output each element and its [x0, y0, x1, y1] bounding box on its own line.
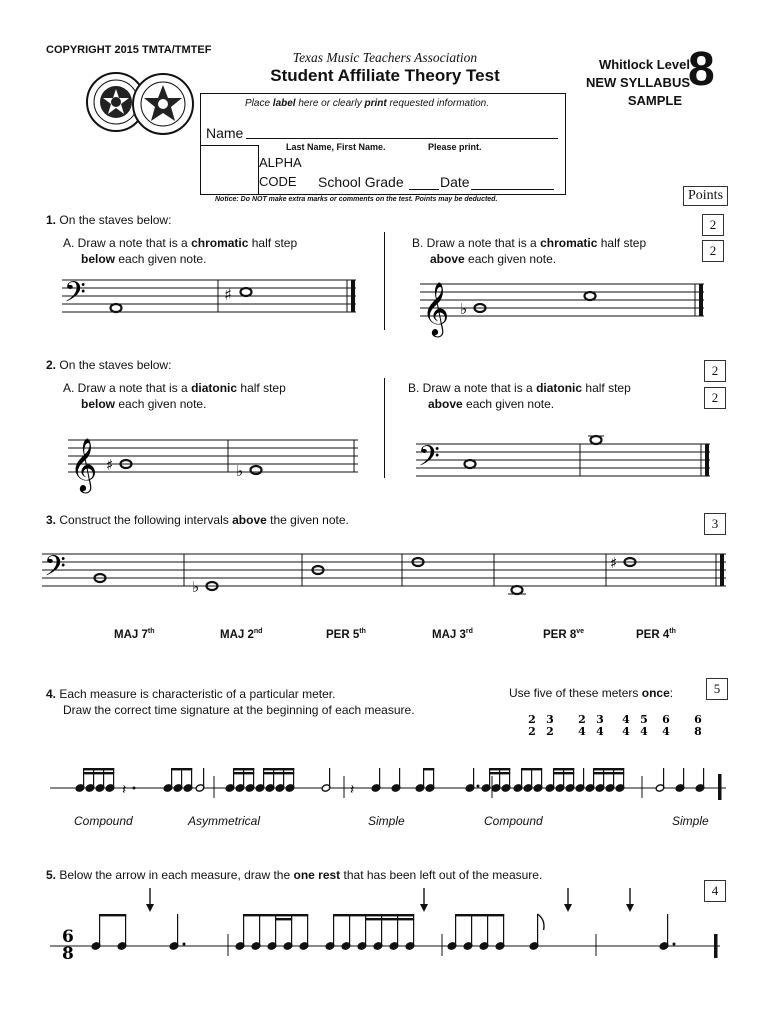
beam — [553, 768, 574, 770]
meter-bottom: 4 — [640, 725, 648, 738]
meter-type-label: Simple — [368, 814, 405, 828]
meter-type-label: Asymmetrical — [188, 814, 261, 828]
dot — [477, 785, 480, 788]
beam — [233, 772, 254, 774]
time-sig-bottom: 8 — [62, 944, 74, 964]
q4-rhythm-line[interactable] — [50, 758, 730, 808]
q5-prompt: 5. Below the arrow in each measure, draw the one rest that has been left out of the measure. — [46, 868, 543, 882]
beam — [553, 772, 574, 774]
meter-option — [596, 713, 604, 738]
interval-label: PER 5th — [326, 628, 366, 641]
bass-clef-icon: 𝄢 — [418, 440, 440, 480]
points-header: Points — [683, 186, 728, 206]
given-note — [465, 460, 476, 468]
eighth-flag — [538, 914, 544, 930]
level-number: 8 — [688, 43, 715, 96]
q2b-staff[interactable] — [414, 428, 714, 488]
interval-label: MAJ 7th — [114, 628, 155, 641]
q3-prompt: 3. Construct the following intervals above the given note. — [46, 513, 349, 527]
organization-name: Texas Music Teachers Association — [292, 50, 478, 65]
beam — [489, 772, 510, 774]
beam — [83, 772, 114, 774]
q5-rhythm-line[interactable] — [50, 884, 730, 970]
name-field-line[interactable] — [246, 138, 558, 139]
q2-prompt: 2. On the staves below: — [46, 358, 172, 372]
q2a-staff[interactable] — [66, 424, 366, 496]
quarter-rest-icon: 𝄽 — [350, 782, 355, 798]
q2a-points: 2 — [704, 360, 726, 382]
quarter-rest-icon: 𝄽 — [122, 782, 127, 798]
q4-prompt: 4. Each measure is characteristic of a particular meter. Draw the correct time signature at the beginning of each measure. — [46, 687, 415, 717]
copyright-notice: COPYRIGHT 2015 TMTA/TMTEF — [46, 44, 212, 56]
q1a-staff[interactable] — [60, 270, 360, 330]
q2b-points: 2 — [704, 387, 726, 409]
beam — [455, 914, 504, 916]
q2a-instruction: A. Draw a note that is a diatonic half step below each given note. — [63, 381, 286, 411]
beam — [365, 918, 414, 920]
meter-bottom: 8 — [694, 725, 702, 738]
given-note — [251, 466, 262, 474]
beam — [275, 918, 292, 920]
beam — [263, 768, 294, 770]
meter-option — [662, 713, 670, 738]
down-arrow-icon — [420, 888, 428, 912]
notice-text: Notice: Do NOT make extra marks or comments on the test. Points may be deducted. — [215, 196, 498, 203]
q1b-instruction: B. Draw a note that is a chromatic half step above each given note. — [412, 236, 647, 266]
label-instruction: Place label here or clearly print requested information. — [245, 98, 490, 109]
meter-option — [694, 713, 702, 738]
meter-top: 2 — [528, 713, 536, 726]
meter-bottom: 4 — [596, 725, 604, 738]
flat-icon: ♭ — [236, 462, 244, 480]
meter-type-label: Simple — [672, 814, 709, 828]
given-note — [241, 288, 252, 296]
meter-top: 5 — [640, 713, 648, 726]
meter-bottom: 2 — [528, 725, 536, 738]
down-arrow-icon — [564, 888, 572, 912]
alpha-code-box[interactable] — [200, 145, 259, 194]
flat-icon: ♭ — [192, 578, 200, 596]
q4-points: 5 — [706, 678, 728, 700]
q4-meter-instruction: Use five of these meters once: — [509, 686, 674, 700]
beam — [333, 914, 414, 916]
sharp-icon: ♯ — [610, 554, 618, 572]
beam — [489, 768, 510, 770]
q3-points: 3 — [704, 513, 726, 535]
level-block — [560, 56, 690, 110]
meter-top: 4 — [622, 713, 630, 726]
beam — [521, 768, 542, 770]
meter-options — [520, 710, 720, 742]
q2b-instruction: B. Draw a note that is a diatonic half step above each given note. — [408, 381, 631, 411]
interval-label: PER $8^{ve}$ — [543, 628, 585, 641]
down-arrow-icon — [146, 888, 154, 912]
beam — [233, 768, 254, 770]
given-note — [512, 586, 523, 594]
interval-label: MAJ 2nd — [220, 628, 263, 641]
meter-option — [578, 713, 586, 738]
meter-top: 2 — [578, 713, 586, 726]
meter-bottom: 4 — [578, 725, 586, 738]
meter-top: 3 — [546, 713, 554, 726]
q2-divider — [384, 378, 385, 478]
meter-top: 6 — [662, 713, 670, 726]
beam — [99, 914, 126, 916]
sample-line: SAMPLE — [627, 93, 682, 108]
bass-clef-icon: 𝄢 — [44, 550, 66, 590]
final-barline — [720, 554, 724, 586]
alpha-label: ALPHA — [259, 155, 302, 170]
dot — [673, 943, 676, 946]
q1a-instruction: A. Draw a note that is a chromatic half step below each given note. — [63, 236, 298, 266]
meter-top: 3 — [596, 713, 604, 726]
dot — [133, 787, 136, 790]
down-arrow-icon — [626, 888, 634, 912]
meter-type-label: Compound — [74, 814, 133, 828]
meter-type-label: Compound — [484, 814, 543, 828]
beam — [171, 768, 192, 770]
final-barline — [714, 934, 718, 958]
q1b-staff[interactable] — [418, 268, 708, 340]
meter-option — [640, 713, 648, 738]
meter-option — [622, 713, 630, 738]
school-grade-field[interactable] — [409, 189, 439, 190]
q1-divider — [384, 232, 385, 330]
beam — [243, 914, 308, 916]
q5-points: 4 — [704, 880, 726, 902]
sharp-icon: ♯ — [224, 285, 232, 304]
final-barline — [351, 280, 355, 312]
meter-option — [546, 713, 554, 738]
meter-bottom: 4 — [662, 725, 670, 738]
beam — [263, 772, 294, 774]
name-hint: Last Name, First Name. — [286, 142, 386, 152]
q1a-points: 2 — [702, 214, 724, 236]
beam — [593, 768, 624, 770]
meter-bottom: 4 — [622, 725, 630, 738]
meter-bottom: 2 — [546, 725, 554, 738]
q3-staff[interactable] — [40, 540, 730, 610]
sharp-icon: ♯ — [106, 456, 114, 474]
name-field-label: Name — [206, 125, 244, 141]
test-title: Student Affiliate Theory Test — [270, 66, 500, 85]
tmtef-seal-logo — [133, 74, 193, 134]
q1b-points: 2 — [702, 240, 724, 262]
bass-clef-icon: 𝄢 — [64, 276, 86, 316]
association-seals — [80, 68, 200, 140]
meter-option — [528, 713, 536, 738]
interval-label: MAJ 3rd — [432, 628, 473, 641]
final-barline — [705, 444, 709, 476]
date-label: Date — [440, 174, 470, 190]
date-field[interactable] — [471, 189, 554, 190]
school-grade-label: School Grade — [318, 174, 404, 190]
treble-clef-icon: 𝄞 — [70, 437, 98, 491]
meter-top: 6 — [694, 713, 702, 726]
syllabus-line: NEW SYLLABUS — [586, 75, 690, 90]
beam — [593, 772, 624, 774]
time-sig-top: 6 — [62, 927, 74, 947]
final-barline — [718, 774, 722, 800]
given-note — [585, 292, 596, 300]
dot — [183, 943, 186, 946]
beam — [423, 768, 434, 770]
final-barline — [699, 284, 703, 316]
q1-prompt: 1. On the staves below: — [46, 213, 172, 227]
code-label: CODE — [259, 174, 297, 189]
given-note — [111, 304, 122, 312]
interval-label: PER 4th — [636, 628, 676, 641]
flat-icon: ♭ — [460, 300, 468, 318]
beam — [83, 768, 114, 770]
given-note — [591, 436, 602, 444]
treble-clef-icon: 𝄞 — [422, 281, 450, 335]
level-line: Whitlock Level — [598, 57, 690, 72]
print-hint: Please print. — [428, 142, 482, 152]
